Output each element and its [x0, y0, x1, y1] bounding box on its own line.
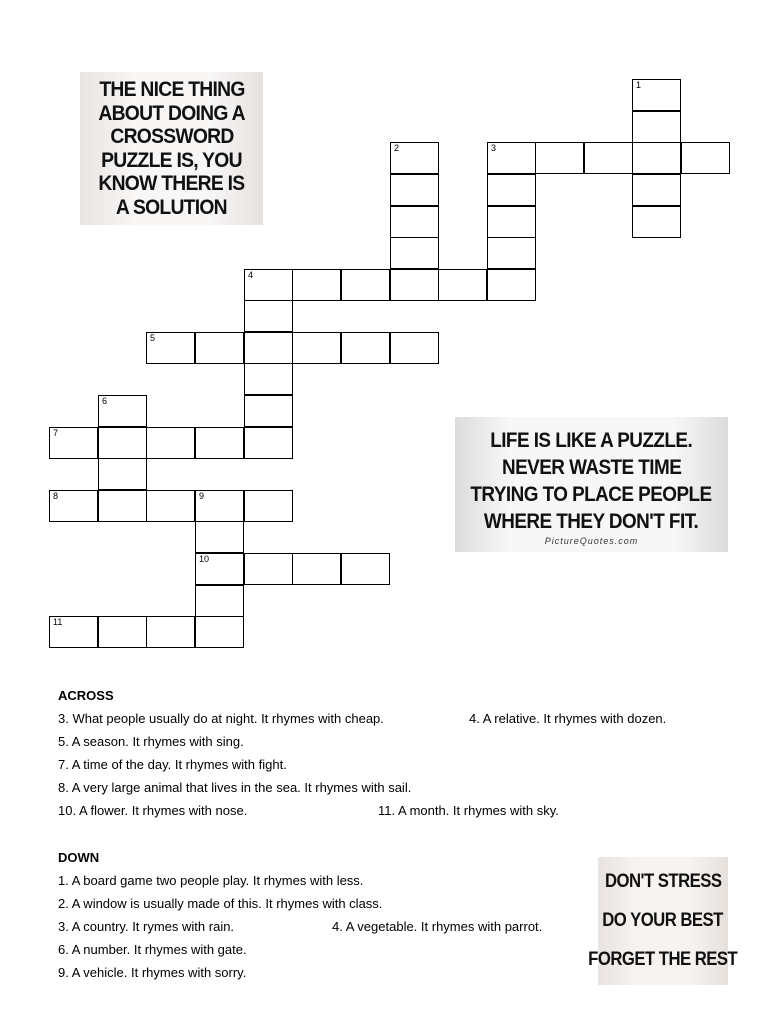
quote-line: LIFE IS LIKE A PUZZLE. — [490, 428, 693, 452]
clue-across-3: 3. What people usually do at night. It rhymes with cheap. — [58, 711, 384, 726]
crossword-cell[interactable] — [341, 553, 390, 585]
crossword-cell[interactable] — [98, 395, 147, 427]
quote-line: TRYING TO PLACE PEOPLE — [470, 482, 713, 506]
crossword-cell[interactable] — [487, 269, 536, 301]
crossword-cell[interactable] — [632, 206, 681, 238]
crossword-cell[interactable] — [632, 79, 681, 111]
quote-line: CROSSWORD — [109, 125, 234, 148]
crossword-cell[interactable] — [438, 269, 487, 301]
crossword-cell[interactable] — [292, 553, 341, 585]
crossword-cell[interactable] — [341, 269, 390, 301]
clue-across-11: 11. A month. It rhymes with sky. — [378, 803, 559, 818]
quote-line: THE NICE THING — [98, 78, 245, 101]
crossword-cell[interactable] — [49, 490, 98, 522]
across-heading: ACROSS — [58, 688, 114, 703]
quote-line: DO YOUR BEST — [602, 909, 724, 931]
crossword-cell[interactable] — [390, 206, 439, 238]
clue-down-6: 6. A number. It rhymes with gate. — [58, 942, 247, 957]
clue-across-4: 4. A relative. It rhymes with dozen. — [469, 711, 667, 726]
crossword-cell[interactable] — [244, 269, 293, 301]
crossword-cell[interactable] — [146, 616, 195, 648]
crossword-cell[interactable] — [632, 174, 681, 206]
clue-number: 3 — [491, 143, 497, 153]
quote-line: KNOW THERE IS — [98, 172, 245, 195]
quote-image-life-puzzle — [455, 417, 728, 552]
crossword-cell[interactable] — [292, 269, 341, 301]
clue-across-7: 7. A time of the day. It rhymes with fight. — [58, 757, 287, 772]
crossword-cell[interactable] — [195, 490, 244, 522]
crossword-cell[interactable] — [341, 332, 390, 364]
clue-down-3: 3. A country. It rymes with rain. — [58, 919, 235, 934]
crossword-cell[interactable] — [49, 427, 98, 459]
quote-line: PUZZLE IS, YOU — [101, 148, 242, 172]
crossword-cell[interactable] — [487, 206, 536, 238]
crossword-cell[interactable] — [681, 142, 730, 174]
crossword-cell[interactable] — [390, 332, 439, 364]
clue-number: 2 — [394, 143, 400, 153]
crossword-cell[interactable] — [146, 427, 195, 459]
crossword-cell[interactable] — [98, 427, 147, 459]
clue-number: 10 — [199, 554, 210, 564]
clue-down-4: 4. A vegetable. It rhymes with parrot. — [332, 919, 543, 934]
clue-down-2: 2. A window is usually made of this. It rhymes with class. — [58, 896, 383, 911]
crossword-cell[interactable] — [244, 427, 293, 459]
clue-number: 5 — [150, 333, 156, 343]
crossword-cell[interactable] — [390, 237, 439, 269]
crossword-cell[interactable] — [244, 553, 293, 585]
crossword-cell[interactable] — [195, 332, 244, 364]
crossword-cell[interactable] — [195, 585, 244, 617]
crossword-cell[interactable] — [292, 332, 341, 364]
down-heading: DOWN — [58, 850, 100, 865]
crossword-cell[interactable] — [49, 616, 98, 648]
crossword-cell[interactable] — [632, 111, 681, 143]
crossword-cell[interactable] — [390, 269, 439, 301]
clue-number: 7 — [53, 428, 59, 438]
clue-down-9: 9. A vehicle. It rhymes with sorry. — [58, 965, 247, 980]
crossword-cell[interactable] — [244, 363, 293, 395]
clue-across-10: 10. A flower. It rhymes with nose. — [58, 803, 248, 818]
clue-number: 9 — [199, 491, 205, 501]
crossword-cell[interactable] — [632, 142, 681, 174]
crossword-cell[interactable] — [244, 300, 293, 332]
crossword-cell[interactable] — [98, 490, 147, 522]
crossword-cell[interactable] — [195, 616, 244, 648]
crossword-cell[interactable] — [98, 458, 147, 490]
crossword-cell[interactable] — [487, 174, 536, 206]
quote-image-crossword — [80, 72, 263, 225]
crossword-cell[interactable] — [195, 427, 244, 459]
clue-across-5: 5. A season. It rhymes with sing. — [58, 734, 244, 749]
clue-number: 11 — [53, 617, 63, 627]
crossword-cell[interactable] — [146, 490, 195, 522]
quote-line: FORGET THE REST — [588, 948, 738, 970]
clue-number: 6 — [102, 396, 108, 406]
clue-number: 1 — [636, 80, 642, 90]
crossword-cell[interactable] — [98, 616, 147, 648]
quote-line: A SOLUTION — [115, 195, 228, 219]
crossword-cell[interactable] — [244, 395, 293, 427]
crossword-cell[interactable] — [146, 332, 195, 364]
quote-line: NEVER WASTE TIME — [501, 455, 682, 479]
quote-image-dont-stress — [588, 857, 738, 985]
clue-number: 4 — [248, 270, 254, 280]
clue-across-8: 8. A very large animal that lives in the sea. It rhymes with sail. — [58, 780, 412, 795]
crossword-cell[interactable] — [390, 142, 439, 174]
clue-number: 8 — [53, 491, 59, 501]
crossword-cell[interactable] — [584, 142, 633, 174]
crossword-cell[interactable] — [244, 332, 293, 364]
quote-line: DON'T STRESS — [604, 871, 722, 893]
quote-credit: PictureQuotes.com — [544, 536, 639, 546]
crossword-cell[interactable] — [487, 142, 536, 174]
quote-line: ABOUT DOING A — [98, 101, 245, 125]
crossword-cell[interactable] — [195, 553, 244, 585]
clue-down-1: 1. A board game two people play. It rhymes with less. — [58, 873, 364, 888]
crossword-cell[interactable] — [195, 521, 244, 553]
crossword-cell[interactable] — [390, 174, 439, 206]
crossword-cell[interactable] — [487, 237, 536, 269]
quote-line: WHERE THEY DON'T FIT. — [484, 509, 699, 533]
crossword-cell[interactable] — [535, 142, 584, 174]
crossword-cell[interactable] — [244, 490, 293, 522]
